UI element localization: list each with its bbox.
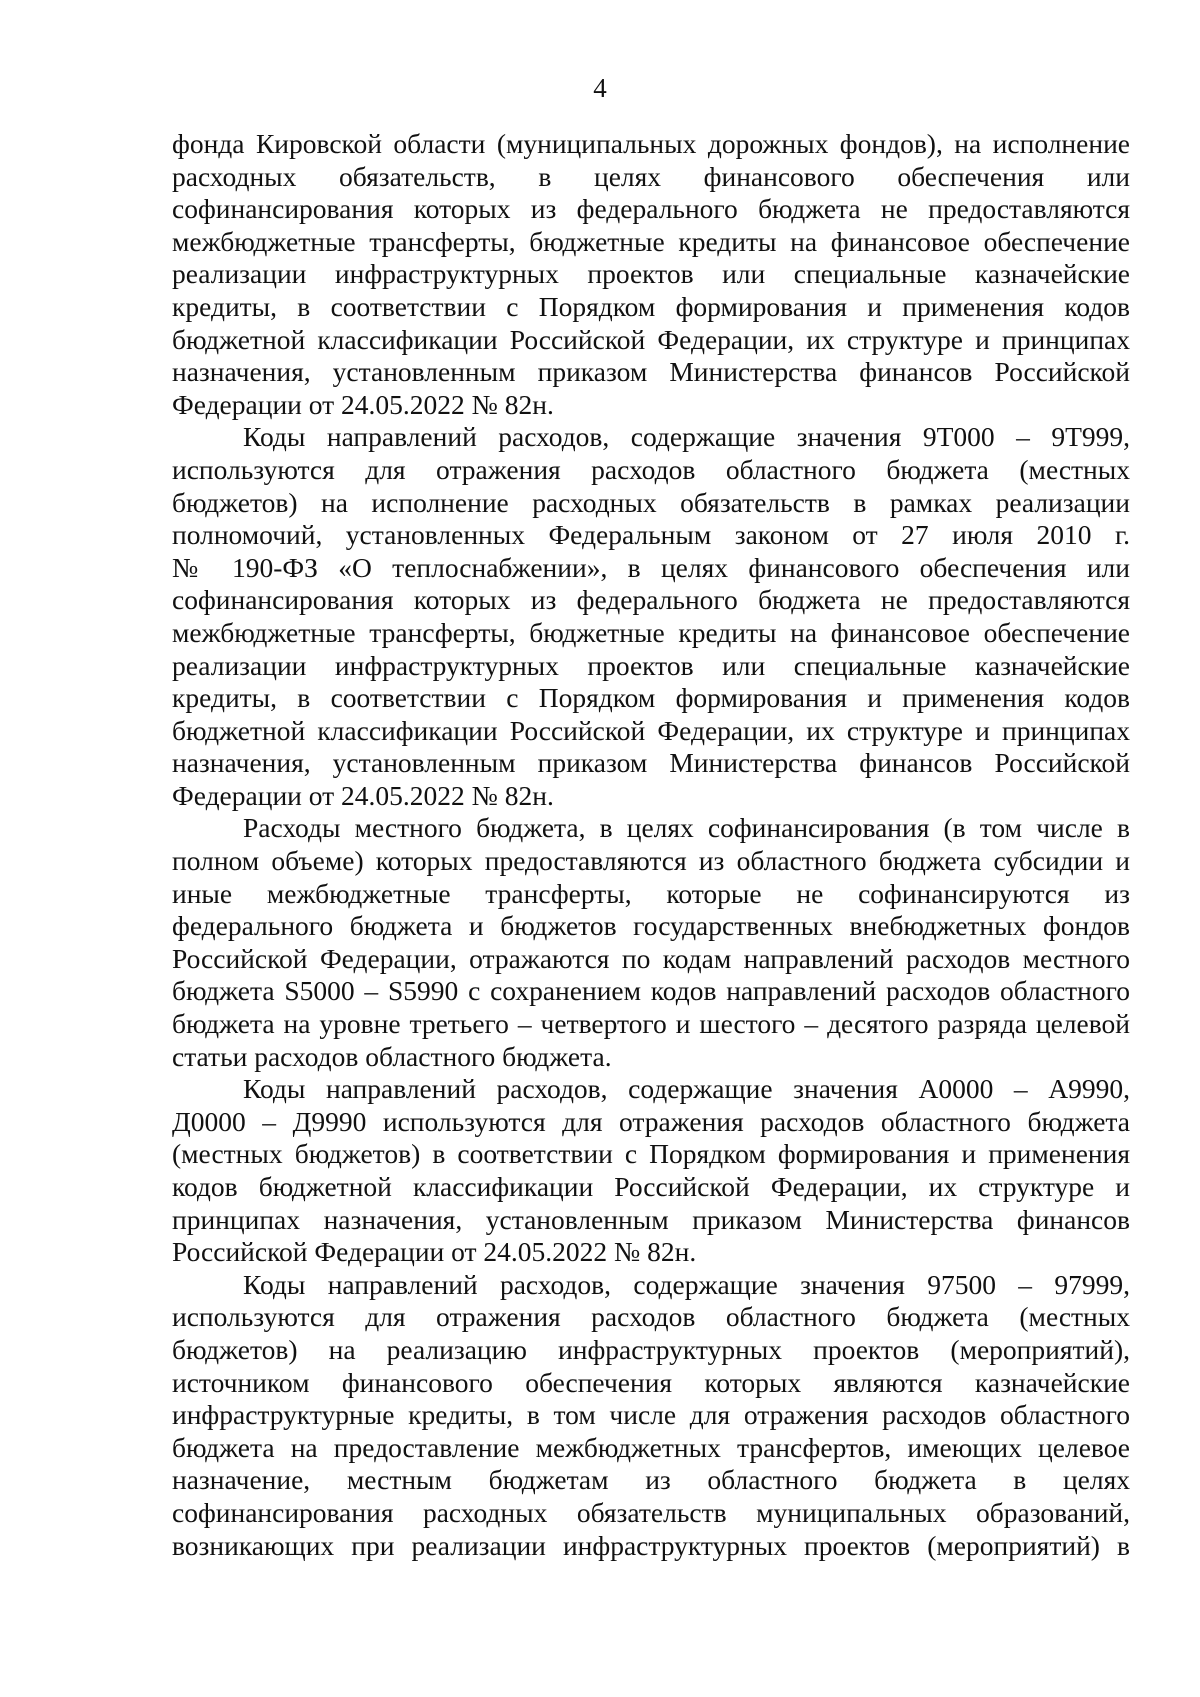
text-line: кодов бюджетной классификации Российской Федерации, их структуре и [172,1171,1130,1202]
text-line: полном объеме) которых предоставляются из областного бюджета субсидии и [172,845,1130,877]
text-line: бюджета на предоставление межбюджетных трансфертов, имеющих целевое [172,1431,1130,1463]
text-line: бюджетов) на реализацию инфраструктурных проектов (мероприятий), [172,1333,1130,1365]
text-line: Российской Федерации, отражаются по кодам направлений расходов местного [172,942,1130,974]
text-line: софинансирования которых из федерального бюджета не предоставляются [172,193,1130,225]
document-body [172,128,1130,1562]
text-line: источником финансового обеспечения которых являются казначейские [172,1366,1130,1398]
text-line: Коды направлений расходов, содержащие значения 97500 – 97999, [243,1268,1130,1300]
text-line: статьи расходов областного бюджета. [172,1040,612,1072]
page-number: 4 [593,73,607,103]
text-line: Коды направлений расходов, содержащие значения 9Т000 – 9Т999, [243,421,1130,453]
text-line: Коды направлений расходов, содержащие значения А0000 – А9990, [243,1073,1130,1105]
text-line: инфраструктурные кредиты, в том числе для отражения расходов областного [172,1399,1130,1431]
text-line: используются для отражения расходов областного бюджета (местных [172,1301,1130,1333]
text-line: бюджетной классификации Российской Федерации, их структуре и принципах [172,714,1130,746]
text-line: бюджетов) на исполнение расходных обязательств в рамках реализации [172,486,1130,518]
text-line: принципах назначения, установленным приказом Министерства финансов [172,1203,1130,1235]
text-line: назначения, установленным приказом Министерства финансов Российской [172,356,1130,388]
paragraph [172,1073,1130,1269]
text-line: софинансирования расходных обязательств муниципальных образований, [172,1496,1130,1528]
text-line: бюджета на уровне третьего – четвертого и шестого – десятого разряда целевой [172,1008,1130,1040]
paragraph [172,128,1130,421]
text-line: расходных обязательств, в целях финансового обеспечения или [172,160,1130,192]
text-line: кредиты, в соответствии с Порядком формирования и применения кодов [172,682,1130,714]
text-line: бюджетной классификации Российской Федерации, их структуре и принципах [172,323,1130,355]
text-line: межбюджетные трансферты, бюджетные кредиты на финансовое обеспечение [172,225,1130,257]
text-line: федерального бюджета и бюджетов государственных внебюджетных фондов [172,910,1130,942]
text-line: Д0000 – Д9990 используются для отражения расходов областного бюджета [172,1105,1130,1137]
text-line: бюджета S5000 – S5990 с сохранением кодов направлений расходов областного [172,975,1130,1007]
text-line: Расходы местного бюджета, в целях софинансирования (в том числе в [243,812,1130,844]
paragraph [172,421,1130,812]
text-line: Федерации от 24.05.2022 № 82н. [172,388,554,420]
text-line: Российской Федерации от 24.05.2022 № 82н. [172,1236,697,1268]
paragraph [172,1269,1130,1562]
text-line: реализации инфраструктурных проектов или специальные казначейские [172,258,1130,290]
text-line: кредиты, в соответствии с Порядком формирования и применения кодов [172,290,1130,322]
text-line: иные межбюджетные трансферты, которые не софинансируются из [172,877,1130,909]
text-line: назначение, местным бюджетам из областного бюджета в целях [172,1464,1130,1496]
text-line: Федерации от 24.05.2022 № 82н. [172,779,554,811]
text-line: реализации инфраструктурных проектов или специальные казначейские [172,649,1130,681]
text-line: (местных бюджетов) в соответствии с Порядком формирования и применения [172,1138,1130,1170]
text-line: фонда Кировской области (муниципальных дорожных фондов), на исполнение [172,128,1130,159]
text-line: софинансирования которых из федерального бюджета не предоставляются [172,584,1130,616]
paragraph [172,812,1130,1073]
text-line: № 190-ФЗ «О теплоснабжении», в целях финансового обеспечения или [172,551,1130,583]
text-line: назначения, установленным приказом Министерства финансов Российской [172,747,1130,779]
text-line: межбюджетные трансферты, бюджетные кредиты на финансовое обеспечение [172,616,1130,648]
text-line: используются для отражения расходов областного бюджета (местных [172,453,1130,485]
text-line: возникающих при реализации инфраструктурных проектов (мероприятий) в [172,1529,1130,1561]
text-line: полномочий, установленных Федеральным законом от 27 июля 2010 г. [172,519,1130,551]
